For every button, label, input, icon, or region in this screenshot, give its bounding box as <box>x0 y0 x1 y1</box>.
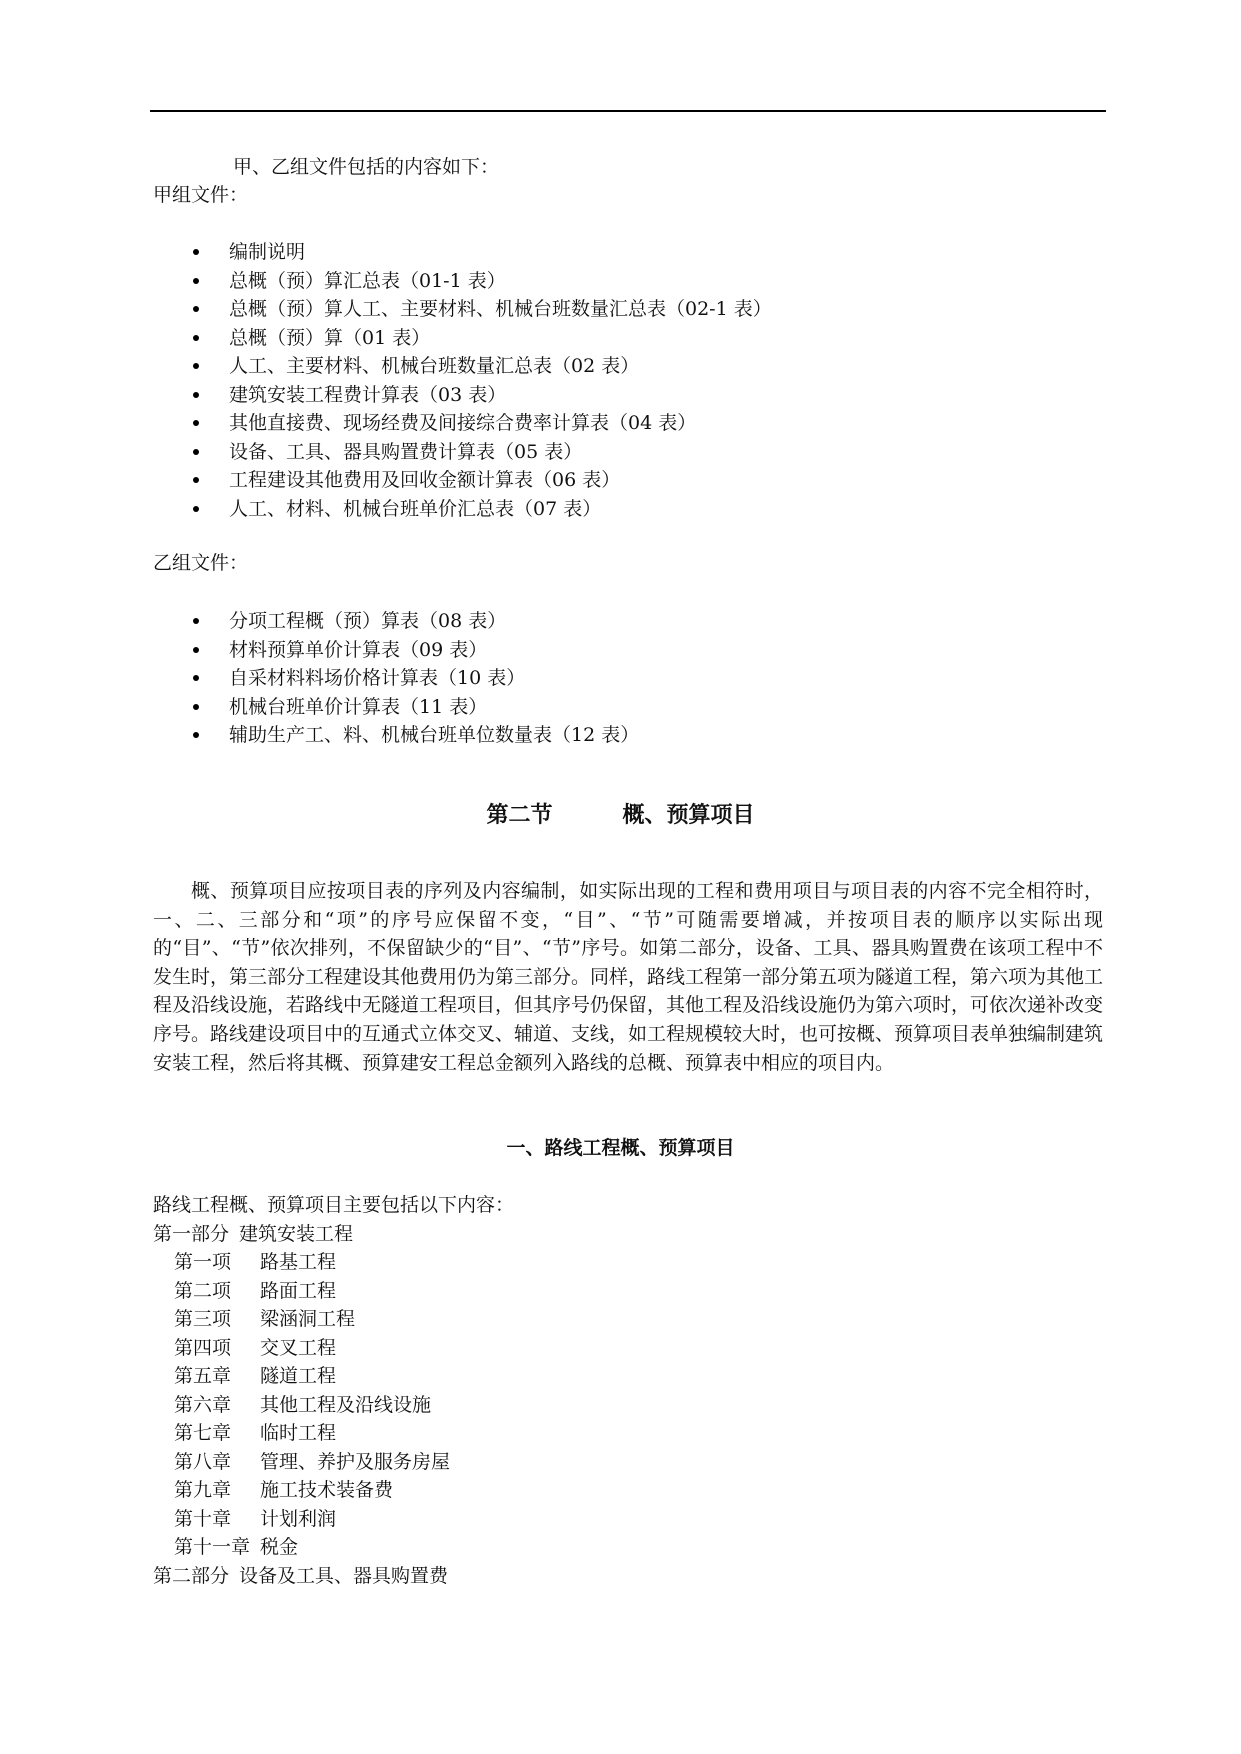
item-name: 税金 <box>260 1536 299 1558</box>
item-number: 第九章 <box>174 1479 232 1501</box>
item-number: 第七章 <box>174 1422 232 1444</box>
bullet-icon <box>193 363 199 369</box>
list-item: 人工、材料、机械台班单价汇总表（07 表） <box>193 495 772 524</box>
subheading: 一、路线工程概、预算项目 <box>506 1137 735 1159</box>
item-name: 交叉工程 <box>260 1336 337 1359</box>
list-item: 总概（预）算（01 表） <box>193 324 772 353</box>
list-item: 分项工程概（预）算表（08 表） <box>193 607 639 636</box>
item-name: 梁涵洞工程 <box>260 1308 356 1330</box>
bullet-icon <box>193 278 199 284</box>
list-item: 材料预算单价计算表（09 表） <box>193 636 639 665</box>
route-intro: 路线工程概、预算项目主要包括以下内容： <box>153 1194 515 1216</box>
list-item <box>153 1305 514 1334</box>
intro-block <box>153 153 499 209</box>
bullet-icon <box>193 249 199 255</box>
item-number: 第一项 <box>174 1251 232 1273</box>
body-paragraph: 概、预算项目应按项目表的序列及内容编制，如实际出现的工程和费用项目与项目表的内容不完全相符时，一、二、三部分和“项”的序号应保留不变，“目”、“节”可随需要增减，并按项目表的顺序以实际出现的“目”、“节”依次排列，不保留缺少的“目”、“节”序号。如第二部分，设备、工具、器具购置费在该项工程中不发生时，第三部分工程建设其他费用仍为第三部分。同样，路线工程第一部分第五项为隧道工程，第六项为其他工程及沿线设施，若路线中无隧道工程项目，但其序号仍保留，其他工程及沿线设施仍为第六项时，可依次递补改变序号。路线建设项目中的互通式立体交叉、辅道、支线，如工程规模较大时，也可按概、预算项目表单独编制建筑安装工程，然后将其概、预算建安工程总金额列入路线的总概、预算表中相应的项目内。 <box>153 880 1104 1074</box>
bullet-icon <box>193 420 199 426</box>
group-a-list <box>193 238 772 523</box>
item-name: 路面工程 <box>260 1279 337 1302</box>
part-name: 设备及工具、器具购置费 <box>239 1564 449 1587</box>
group-b-label: 乙组文件： <box>153 552 249 574</box>
item-name: 施工技术装备费 <box>260 1479 394 1501</box>
item-number: 第二项 <box>174 1279 232 1302</box>
group-a-label: 甲组文件： <box>153 184 249 206</box>
part-number: 第一部分 <box>153 1222 230 1245</box>
list-item: 其他直接费、现场经费及间接综合费率计算表（04 表） <box>193 409 772 438</box>
item-number: 第六章 <box>174 1393 232 1416</box>
bullet-icon <box>193 618 199 624</box>
list-item <box>153 1505 514 1534</box>
item-name: 路基工程 <box>260 1251 337 1273</box>
list-item <box>153 1277 514 1306</box>
bullet-icon <box>193 306 199 312</box>
part-number: 第二部分 <box>153 1564 230 1587</box>
item-number: 第五章 <box>174 1365 232 1387</box>
part-name: 建筑安装工程 <box>239 1222 354 1245</box>
item-number: 第十章 <box>174 1507 232 1530</box>
item-name: 临时工程 <box>260 1422 337 1444</box>
bullet-icon <box>193 335 199 341</box>
intro-line: 甲、乙组文件包括的内容如下： <box>233 156 500 178</box>
list-item: 人工、主要材料、机械台班数量汇总表（02 表） <box>193 352 772 381</box>
list-item <box>153 1419 514 1448</box>
list-item: 建筑安装工程费计算表（03 表） <box>193 381 772 410</box>
item-number: 第十一章 <box>174 1536 251 1558</box>
item-name: 隧道工程 <box>260 1365 337 1387</box>
part-row <box>153 1220 514 1249</box>
header-rule <box>150 110 1106 112</box>
list-item <box>153 1248 514 1277</box>
bullet-icon <box>193 392 199 398</box>
list-item <box>153 1362 514 1391</box>
bullet-icon <box>193 449 199 455</box>
bullet-icon <box>193 675 199 681</box>
bullet-icon <box>193 704 199 710</box>
list-item <box>153 1448 514 1477</box>
list-item: 辅助生产工、料、机械台班单位数量表（12 表） <box>193 721 639 750</box>
list-item <box>153 1476 514 1505</box>
list-item: 工程建设其他费用及回收金额计算表（06 表） <box>193 466 772 495</box>
list-item <box>153 1391 514 1420</box>
list-item <box>153 1533 514 1562</box>
list-item: 编制说明 <box>193 238 772 267</box>
list-item: 总概（预）算人工、主要材料、机械台班数量汇总表（02-1 表） <box>193 295 772 324</box>
item-number: 第三项 <box>174 1308 232 1330</box>
list-item: 机械台班单价计算表（11 表） <box>193 693 639 722</box>
section-title: 概、预算项目 <box>622 803 755 828</box>
item-number: 第四项 <box>174 1336 232 1359</box>
list-item: 设备、工具、器具购置费计算表（05 表） <box>193 438 772 467</box>
list-item: 自采材料料场价格计算表（10 表） <box>193 664 639 693</box>
bullet-icon <box>193 506 199 512</box>
item-name: 管理、养护及服务房屋 <box>260 1450 451 1473</box>
section-heading <box>0 798 1241 829</box>
item-name: 计划利润 <box>260 1507 337 1530</box>
group-b-list <box>193 607 639 750</box>
item-number: 第八章 <box>174 1450 232 1473</box>
bullet-icon <box>193 647 199 653</box>
bullet-icon <box>193 732 199 738</box>
list-item: 总概（预）算汇总表（01-1 表） <box>193 267 772 296</box>
section-number: 第二节 <box>486 803 553 828</box>
list-item <box>153 1334 514 1363</box>
project-outline <box>153 1191 514 1590</box>
item-name: 其他工程及沿线设施 <box>260 1393 432 1416</box>
bullet-icon <box>193 477 199 483</box>
part-row <box>153 1562 514 1591</box>
